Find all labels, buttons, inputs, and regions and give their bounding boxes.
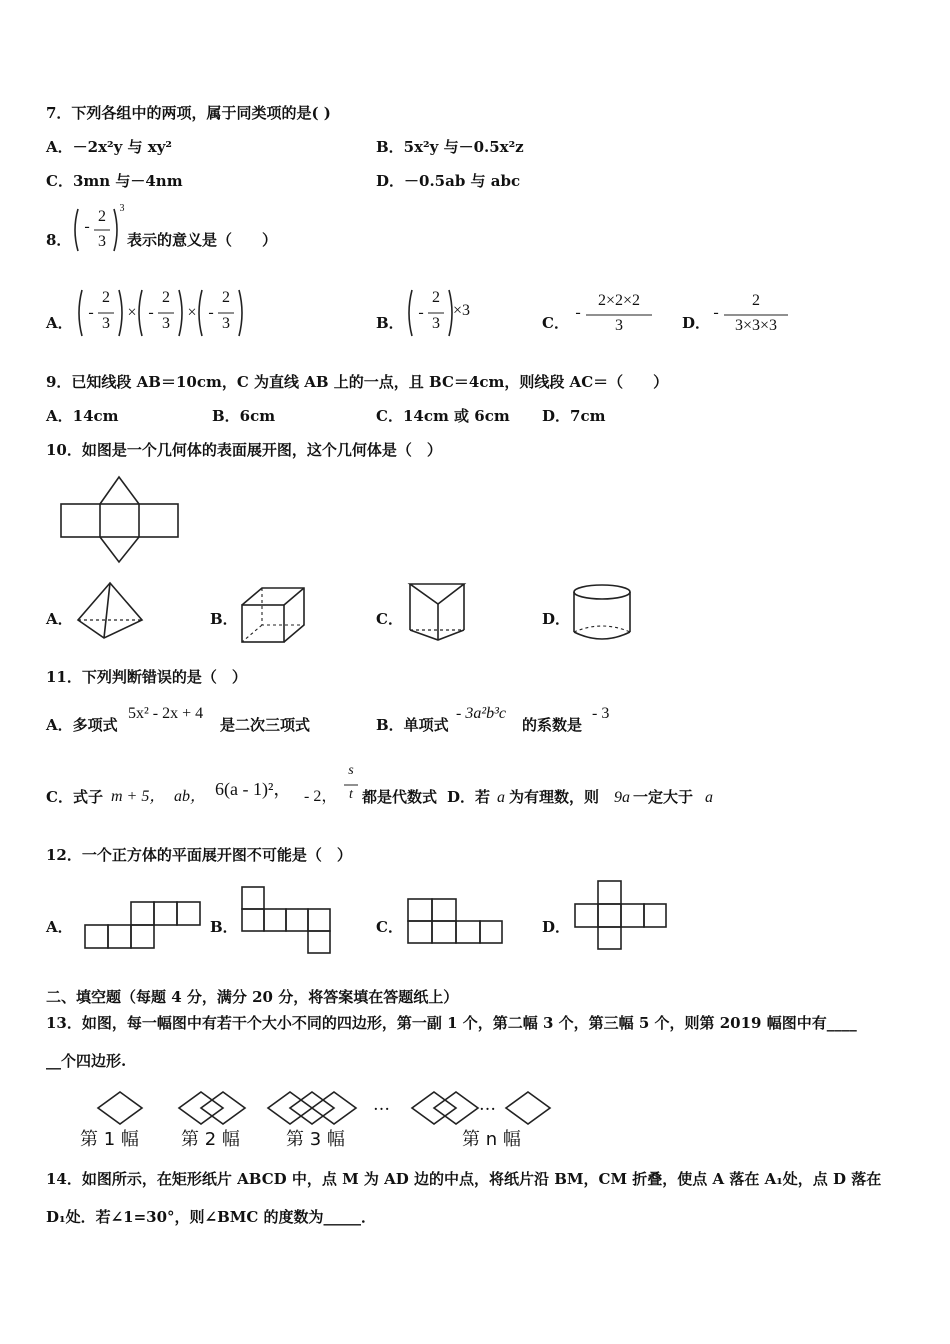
section-2-heading: 二、填空题（每题 4 分，满分 20 分，将答案填在答题纸上） <box>46 988 459 1006</box>
q7-option-d: D．－0.5ab 与 abc <box>376 172 521 190</box>
q11-c-prefix: C．式子 <box>46 788 103 806</box>
q8d-num: 2 <box>752 292 760 309</box>
q10-option-b-label: B． <box>210 610 238 628</box>
q8c-minus: - <box>575 304 581 321</box>
q12-stem: 12．一个正方体的平面展开图不可能是（ ） <box>46 846 352 864</box>
q9-option-a: A．14cm <box>46 407 119 425</box>
q8b-tail: ×3 <box>453 302 471 319</box>
q8-frac-den: 3 <box>98 233 106 250</box>
q12-option-c-net <box>404 896 506 948</box>
q10-option-b-cube <box>238 585 310 647</box>
q11-b-value: - 3 <box>592 705 610 722</box>
q11-c-frac-den: t <box>349 787 353 802</box>
q7-option-b: B．5x²y 与－0.5x²z <box>376 138 524 156</box>
q11-c-fraction-bar <box>344 784 358 786</box>
q13-caption-n: 第 n 幅 <box>462 1129 521 1150</box>
q13-caption-3: 第 3 幅 <box>286 1129 345 1150</box>
q14-line-1: 14．如图所示，在矩形纸片 ABCD 中，点 M 为 AD 边的中点，将纸片沿 BM，CM 折叠，使点 A 落在 A₁处，点 D 落在 <box>46 1170 882 1188</box>
q8-option-d-label: D． <box>682 314 711 332</box>
q8c-num: 2×2×2 <box>597 292 641 309</box>
q12-option-d-net <box>570 878 670 952</box>
q13-caption-2: 第 2 幅 <box>181 1129 240 1150</box>
q10-option-c-prism <box>404 578 470 644</box>
q13-line-1: 13．如图，每一幅图中有若干个大小不同的四边形，第一副 1 个，第二幅 3 个，第三幅 5 个，则第 2019 幅图中有____ <box>46 1014 857 1032</box>
q8d-minus: - <box>713 304 719 321</box>
q13-ellipsis-2: … <box>479 1095 496 1115</box>
q10-option-d-label: D． <box>542 610 571 628</box>
q8-option-a-label: A． <box>46 314 73 332</box>
q12-option-b-label: B． <box>210 918 238 936</box>
q10-stem: 10．如图是一个几何体的表面展开图，这个几何体是（ ） <box>46 441 442 459</box>
q7-option-a: A．－2x²y 与 xy² <box>46 138 172 156</box>
q8d-den: 3×3×3 <box>734 317 778 334</box>
q11-c-expr-2: ab， <box>174 788 207 805</box>
q11-d-mid2: 一定大于 <box>633 788 694 806</box>
q8a-minus-2: - <box>148 304 154 321</box>
q8a-den-2: 3 <box>162 315 170 332</box>
q12-option-a-label: A． <box>46 918 73 936</box>
q11-a-prefix: A．多项式 <box>46 716 118 734</box>
q8a-times-1: × <box>127 304 137 321</box>
q10-option-a-label: A． <box>46 610 73 628</box>
q8-frac-num: 2 <box>98 208 106 225</box>
q9-option-b: B．6cm <box>212 407 276 425</box>
q11-d-9a: 9a <box>614 789 630 806</box>
q11-c-suffix: 都是代数式 <box>362 788 438 806</box>
q11-a-expression: 5x² - 2x + 4 <box>128 705 204 722</box>
q12-option-c-label: C． <box>376 918 403 936</box>
q8a-num-2: 2 <box>162 289 170 306</box>
q9-option-d: D．7cm <box>542 407 606 425</box>
q8-option-c-label: C． <box>542 314 569 332</box>
q14-line-2: D₁处．若∠1=30°，则∠BMC 的度数为_____． <box>46 1208 377 1226</box>
q10-option-a-pyramid <box>74 580 146 642</box>
q11-c-expr-1: m + 5， <box>111 788 166 805</box>
q12-option-b-net <box>238 884 334 954</box>
q8a-den-3: 3 <box>222 315 230 332</box>
q8-number: 8． <box>46 231 72 249</box>
q11-d-mid: 为有理数，则 <box>509 788 600 806</box>
q10-net-figure <box>58 474 182 564</box>
q9-stem: 9．已知线段 AB＝10cm，C 为直线 AB 上的一点，且 BC＝4cm，则线段 AC＝（ ） <box>46 373 669 391</box>
q12-option-a-net <box>82 898 204 952</box>
q8-stem-tail: 表示的意义是（ ） <box>127 231 278 249</box>
q12-option-d-label: D． <box>542 918 571 936</box>
q7-stem: 7．下列各组中的两项，属于同类项的是( ) <box>46 104 331 122</box>
q11-stem: 11．下列判断错误的是（ ） <box>46 668 247 686</box>
q13-caption-1: 第 1 幅 <box>80 1129 139 1150</box>
q8a-den-1: 3 <box>102 315 110 332</box>
q8b-minus: - <box>418 304 424 321</box>
q8a-times-2: × <box>187 304 197 321</box>
q8d-fraction-bar <box>724 314 788 316</box>
q13-line-2: __个四边形. <box>46 1052 127 1070</box>
q8a-minus-3: - <box>208 304 214 321</box>
q11-b-prefix: B．单项式 <box>376 716 449 734</box>
q9-option-c: C．14cm 或 6cm <box>376 407 510 425</box>
q8c-den: 3 <box>615 317 623 334</box>
q11-c-frac-num: s <box>348 763 354 778</box>
q11-b-mid: 的系数是 <box>522 716 583 734</box>
q8b-den: 3 <box>432 315 440 332</box>
q8c-fraction-bar <box>586 314 652 316</box>
q11-c-expr-3: 6(a - 1)²， <box>215 779 292 799</box>
q10-option-c-label: C． <box>376 610 403 628</box>
q7-option-c: C．3mn 与－4nm <box>46 172 183 190</box>
q10-option-d-cylinder <box>570 582 636 644</box>
q11-d-var: a <box>497 789 505 806</box>
q11-c-expr-4: - 2， <box>304 788 338 805</box>
q8-option-b-label: B． <box>376 314 404 332</box>
q8a-minus-1: - <box>88 304 94 321</box>
q8a-num-1: 2 <box>102 289 110 306</box>
q13-ellipsis-1: … <box>373 1095 390 1115</box>
q8a-num-3: 2 <box>222 289 230 306</box>
q11-a-suffix: 是二次三项式 <box>220 716 311 734</box>
q8-minus: - <box>84 218 90 235</box>
q8b-num: 2 <box>432 289 440 306</box>
q11-b-expression: - 3a²b³c <box>456 705 507 722</box>
q11-d-prefix: D．若 <box>447 788 491 806</box>
q11-d-var-2: a <box>705 789 713 806</box>
q8-exponent: 3 <box>119 203 125 214</box>
